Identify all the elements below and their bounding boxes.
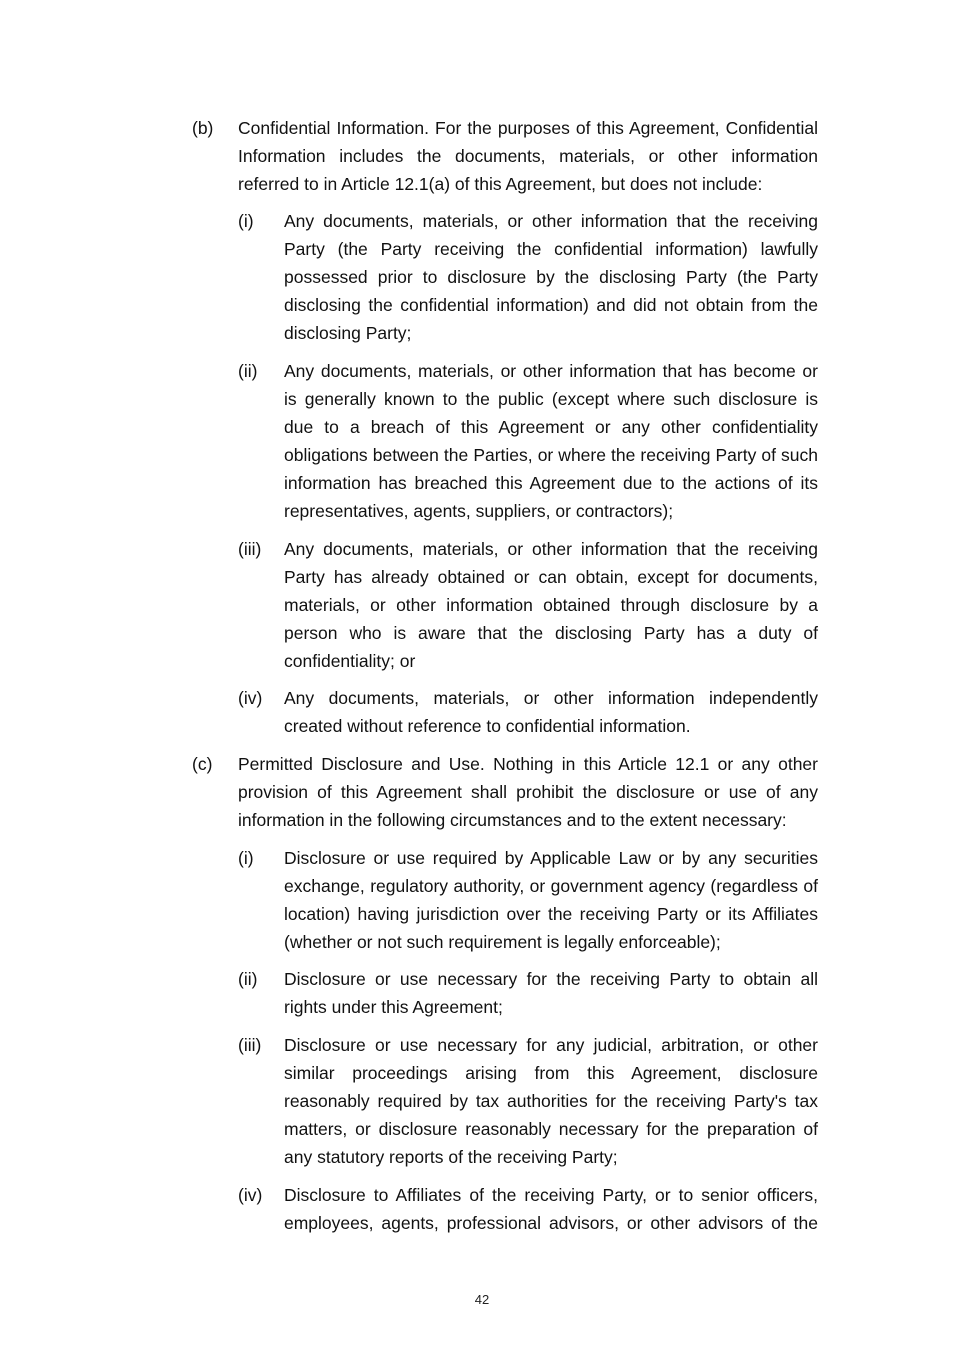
item-text: Disclosure or use required by Applicable Law or by any securities exchange, regulatory authority, or government agency (regardless of location) having jurisdiction over the receiving Party or its Affiliates (whether or not such requirement is legally enforceable); <box>284 848 818 952</box>
item-label: (ii) <box>238 361 258 381</box>
clause-b <box>192 114 818 198</box>
clause-c-item-i <box>238 844 818 956</box>
clause-b-item-iv <box>238 684 818 740</box>
item-text: Disclosure or use necessary for any judicial, arbitration, or other similar proceedings arising from this Agreement, disclosure reasonably required by tax authorities for the receiving Party's tax matters, or disclosure reasonably necessary for the preparation of any statutory reports of the receiving Party; <box>284 1035 818 1167</box>
item-text: Any documents, materials, or other information that the receiving Party (the Party receiving the confidential information) lawfully possessed prior to disclosure by the disclosing Party (the Party disclosing the confidential information) and did not obtain from the disclosing Party; <box>284 211 818 343</box>
item-label: (iv) <box>238 688 263 708</box>
item-text: Any documents, materials, or other information that has become or is generally known to the public (except where such disclosure is due to a breach of this Agreement or any other confidentiality obligations between the Parties, or where the receiving Party of such information has breached this Agreement due to the actions of its representatives, agents, suppliers, or contractors); <box>284 361 818 521</box>
item-text: Any documents, materials, or other information that the receiving Party has already obtained or can obtain, except for documents, materials, or other information obtained through disclosure by a person who is aware that the disclosing Party has a duty of confidentiality; or <box>284 539 818 671</box>
item-label: (ii) <box>238 969 258 989</box>
clause-c <box>192 750 818 834</box>
clause-text: Permitted Disclosure and Use. Nothing in this Article 12.1 or any other provision of this Agreement shall prohibit the disclosure or use of any information in the following circumstances and to the extent necessary: <box>238 754 818 830</box>
clause-b-item-iii <box>238 535 818 675</box>
item-label: (i) <box>238 211 254 231</box>
clause-b-item-ii <box>238 357 818 525</box>
clause-label: (c) <box>192 754 213 774</box>
clause-label: (b) <box>192 118 214 138</box>
clause-text: Confidential Information. For the purposes of this Agreement, Confidential Information includes the documents, materials, or other information referred to in Article 12.1(a) of this Agreement, but does not include: <box>238 118 818 194</box>
clause-b-item-i <box>238 207 818 347</box>
item-text: Disclosure to Affiliates of the receiving Party, or to senior officers, employees, agents, professional advisors, or other advisors of the <box>284 1185 818 1233</box>
item-label: (iv) <box>238 1185 263 1205</box>
clause-c-item-ii <box>238 965 818 1021</box>
item-label: (iii) <box>238 1035 262 1055</box>
item-text: Any documents, materials, or other information independently created without reference to confidential information. <box>284 688 818 736</box>
page-number: 42 <box>474 1292 490 1307</box>
clause-c-item-iii <box>238 1031 818 1171</box>
item-label: (i) <box>238 848 254 868</box>
item-text: Disclosure or use necessary for the receiving Party to obtain all rights under this Agreement; <box>284 969 818 1017</box>
clause-c-item-iv <box>238 1181 818 1237</box>
item-label: (iii) <box>238 539 262 559</box>
